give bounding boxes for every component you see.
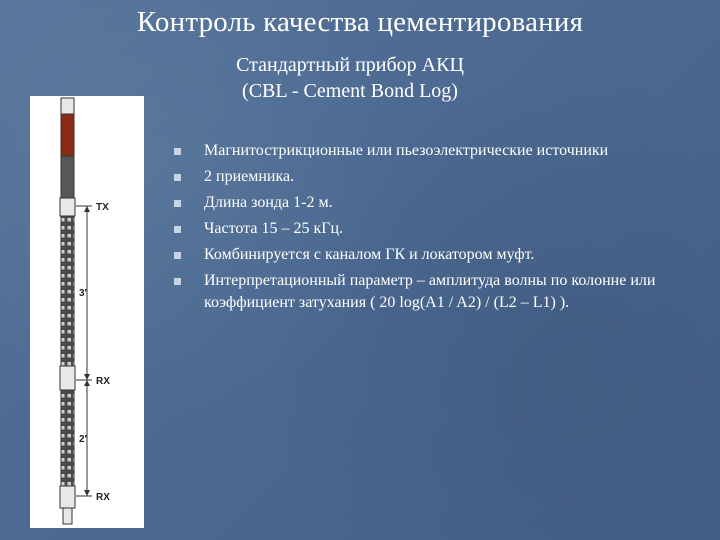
bullet-item <box>174 218 694 240</box>
bullet-text: Длина зонда 1-2 м. <box>204 194 333 211</box>
tool-slotted-sleeve-2 <box>61 390 74 486</box>
subtitle-line-1: Стандартный прибор АКЦ <box>236 54 464 76</box>
slide-subtitle <box>190 52 510 104</box>
tool-top-cap <box>61 98 74 114</box>
spacing-2ft-arrow-bottom <box>84 490 90 496</box>
square-bullet-icon <box>174 226 181 233</box>
tool-bottom-nose <box>63 508 72 524</box>
bullet-text: Интерпретационный параметр – амплитуда волны по колонне или коэффициент затухания ( 20 log(A1 / A2) / (L2 – L1) ). <box>204 272 656 311</box>
bullet-item <box>174 244 694 266</box>
bullet-text: Комбинируется с каналом ГК и локатором муфт. <box>204 246 535 263</box>
bullet-list <box>174 140 694 318</box>
slide-title: Контроль качества цементирования <box>136 6 584 38</box>
tool-collar-rx1 <box>60 366 75 390</box>
bullet-text: Магнитострикционные или пьезоэлектрические источники <box>204 142 609 159</box>
spacing-2ft-arrow-top <box>84 380 90 386</box>
tool-electronics-section <box>61 156 74 198</box>
rx1-label: RX <box>96 376 110 387</box>
spacing-3ft-arrow-bottom <box>84 374 90 380</box>
tool-slotted-sleeve-1 <box>61 216 74 366</box>
square-bullet-icon <box>174 278 181 285</box>
bullet-text: Частота 15 – 25 кГц. <box>204 220 344 237</box>
cbl-tool-diagram <box>30 96 144 528</box>
square-bullet-icon <box>174 174 181 181</box>
tool-collar-tx <box>60 198 75 216</box>
tx-label: TX <box>96 202 109 213</box>
tool-collar-rx2 <box>60 486 75 508</box>
spacing-3ft-arrow-top <box>84 206 90 212</box>
bullet-item <box>174 192 694 214</box>
spacing-2ft-label: 2' <box>79 434 87 445</box>
bullet-item <box>174 166 694 188</box>
bullet-text: 2 приемника. <box>204 168 295 185</box>
square-bullet-icon <box>174 252 181 259</box>
bullet-item <box>174 140 694 162</box>
spacing-3ft-label: 3' <box>79 288 87 299</box>
square-bullet-icon <box>174 148 181 155</box>
tool-head <box>61 114 74 156</box>
cbl-tool-svg <box>30 96 144 528</box>
rx2-label: RX <box>96 492 110 503</box>
square-bullet-icon <box>174 200 181 207</box>
bullet-item <box>174 270 694 314</box>
subtitle-line-2: (CBL - Cement Bond Log) <box>242 80 458 102</box>
